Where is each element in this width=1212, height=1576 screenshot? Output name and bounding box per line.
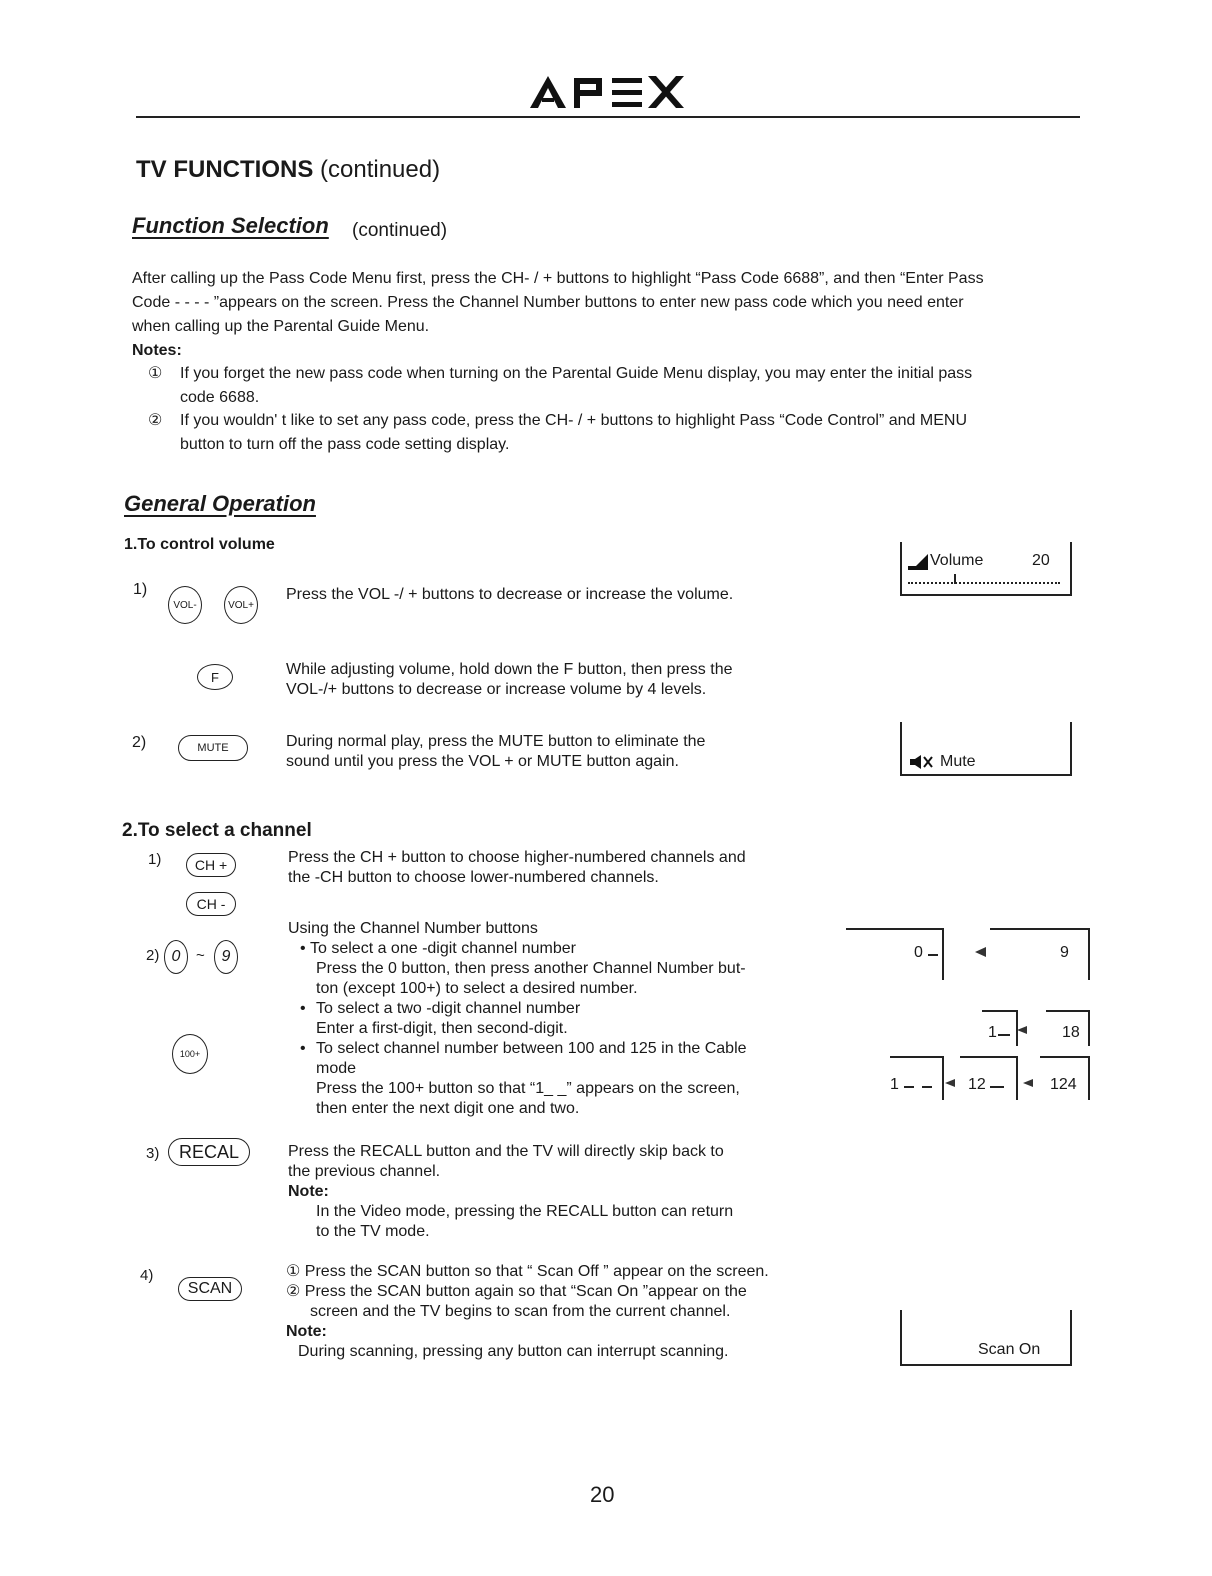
volume-osd-value: 20 <box>1032 552 1050 569</box>
volume-osd-label: Volume <box>930 552 984 569</box>
note1-marker: ① <box>148 365 163 382</box>
hundred-plus-button[interactable]: 100+ <box>172 1034 208 1074</box>
osd-digit-twelve-box <box>960 1056 1018 1100</box>
arrow-icon-4 <box>1022 1078 1036 1088</box>
function-selection-suffix: (continued) <box>352 220 448 241</box>
ch-minus-button[interactable]: CH - <box>186 892 236 916</box>
volume-step1-number: 1) <box>133 581 148 598</box>
zero-button[interactable]: 0 <box>164 940 188 974</box>
channel-step4-text: ① Press the SCAN button so that “ Scan Off ” appear on the screen. ② Press the SCAN button again so that “Scan On ”appear on the screen and the TV begins to scan from the current channel. Note: During scanning, pressing any button can interrupt scanning. <box>286 1262 846 1362</box>
nine-button[interactable]: 9 <box>214 940 238 974</box>
osd-digit-twelve: 12 <box>968 1076 986 1093</box>
volume-step2-number: 2) <box>132 734 147 751</box>
notes-label: Notes: <box>132 342 182 359</box>
scan-button[interactable]: SCAN <box>178 1277 242 1301</box>
volume-step1-text: Press the VOL -/ + buttons to decrease or increase the volume. <box>286 586 734 603</box>
range-tilde: ~ <box>196 947 205 964</box>
arrow-icon-1 <box>974 946 990 958</box>
note1-text: If you forget the new pass code when turning on the Parental Guide Menu display, you may enter the initial pass code 6688. <box>180 365 973 406</box>
mute-button[interactable]: MUTE <box>178 735 248 761</box>
channel-step2-text: Using the Channel Number buttons • To select a one -digit channel number Press the 0 button, then press another Channel Number but- ton (except 100+) to select a desired number. • To select a two -digit channel number Enter a first-digit, then second-digit. • To select channel number between 100 and 125 in the Cable mode Press the 100+ button so that “1_ _” appears on the screen, then enter the next digit one and two. <box>288 920 747 1117</box>
header-rule <box>136 116 1080 118</box>
channel-step3-number: 3) <box>146 1145 160 1162</box>
note2-marker: ② <box>148 412 163 429</box>
general-operation-heading: General Operation <box>124 491 316 516</box>
page-title: TV FUNCTIONS (continued) <box>136 156 441 183</box>
f-button-text: While adjusting volume, hold down the F button, then press the VOL-/+ buttons to decrease or increase volume by 4 levels. <box>286 661 733 698</box>
step4-note-label: Note: <box>286 1323 327 1340</box>
osd-digit-eighteen: 18 <box>1062 1024 1080 1041</box>
function-selection-heading: Function Selection <box>132 213 329 238</box>
osd-digit-one-b: 1 <box>890 1076 899 1093</box>
recall-button[interactable]: RECAL <box>168 1138 250 1166</box>
osd-digit-one-box <box>982 1010 1018 1046</box>
volume-level-marker <box>954 574 956 584</box>
volume-osd <box>900 542 1072 596</box>
mute-text: During normal play, press the MUTE button to eliminate the sound until you press the VOL + or MUTE button again. <box>286 733 706 770</box>
osd-digit-onetwentyfour-box <box>1040 1056 1090 1100</box>
arrow-icon-3 <box>944 1078 958 1088</box>
page-number: 20 <box>590 1482 615 1507</box>
scan-osd <box>900 1310 1072 1366</box>
arrow-icon-2 <box>1016 1025 1030 1035</box>
channel-step3-text: Press the RECALL button and the TV will directly skip back to the previous channel. Note: In the Video mode, pressing the RECALL button can return to the TV mode. <box>288 1142 828 1242</box>
ch-plus-button[interactable]: CH + <box>186 853 236 877</box>
scan-osd-label: Scan On <box>978 1341 1041 1358</box>
osd-digit-onetwentyfour: 124 <box>1050 1076 1077 1093</box>
channel-step2-number: 2) <box>146 947 160 964</box>
volume-heading: 1.To control volume <box>124 536 275 553</box>
osd-digit-nine: 9 <box>1060 944 1069 961</box>
channel-step1-text: Press the CH + button to choose higher-numbered channels and the -CH button to choose lower-numbered channels. <box>288 849 746 886</box>
speaker-icon <box>906 552 932 572</box>
osd-digit-eighteen-box <box>1046 1010 1090 1046</box>
f-button[interactable]: F <box>197 664 233 690</box>
osd-digit-zero-box <box>846 928 944 980</box>
osd-digit-one: 1 <box>988 1024 997 1041</box>
mute-speaker-icon <box>908 754 934 770</box>
vol-minus-button[interactable]: VOL- <box>168 586 202 624</box>
vol-plus-button[interactable]: VOL+ <box>224 586 258 624</box>
note2-text: If you wouldn' t like to set any pass code, press the CH- / + buttons to highlight Pass “Code Control” and MENU button to turn off the pass code setting display. <box>180 412 967 453</box>
channel-heading: 2.To select a channel <box>122 820 312 841</box>
channel-step4-number: 4) <box>140 1267 154 1284</box>
osd-digit-nine-box <box>990 928 1090 980</box>
channel-step1-number: 1) <box>148 851 162 868</box>
mute-osd-label: Mute <box>940 753 976 770</box>
mute-osd <box>900 722 1072 776</box>
volume-level-bar <box>908 582 1060 584</box>
osd-digit-zero: 0 <box>914 944 923 961</box>
apex-logo <box>528 72 688 112</box>
step3-note-label: Note: <box>288 1183 329 1200</box>
osd-digit-one-b-box <box>890 1056 944 1100</box>
function-selection-paragraph: After calling up the Pass Code Menu first, press the CH- / + buttons to highlight “Pass Code 6688”, and then “Enter Pass Code - - - - ”appears on the screen. Press the Channel Number buttons to enter new pass code which you need enter when calling up the Parental Guide Menu. Notes: <box>132 267 1082 363</box>
